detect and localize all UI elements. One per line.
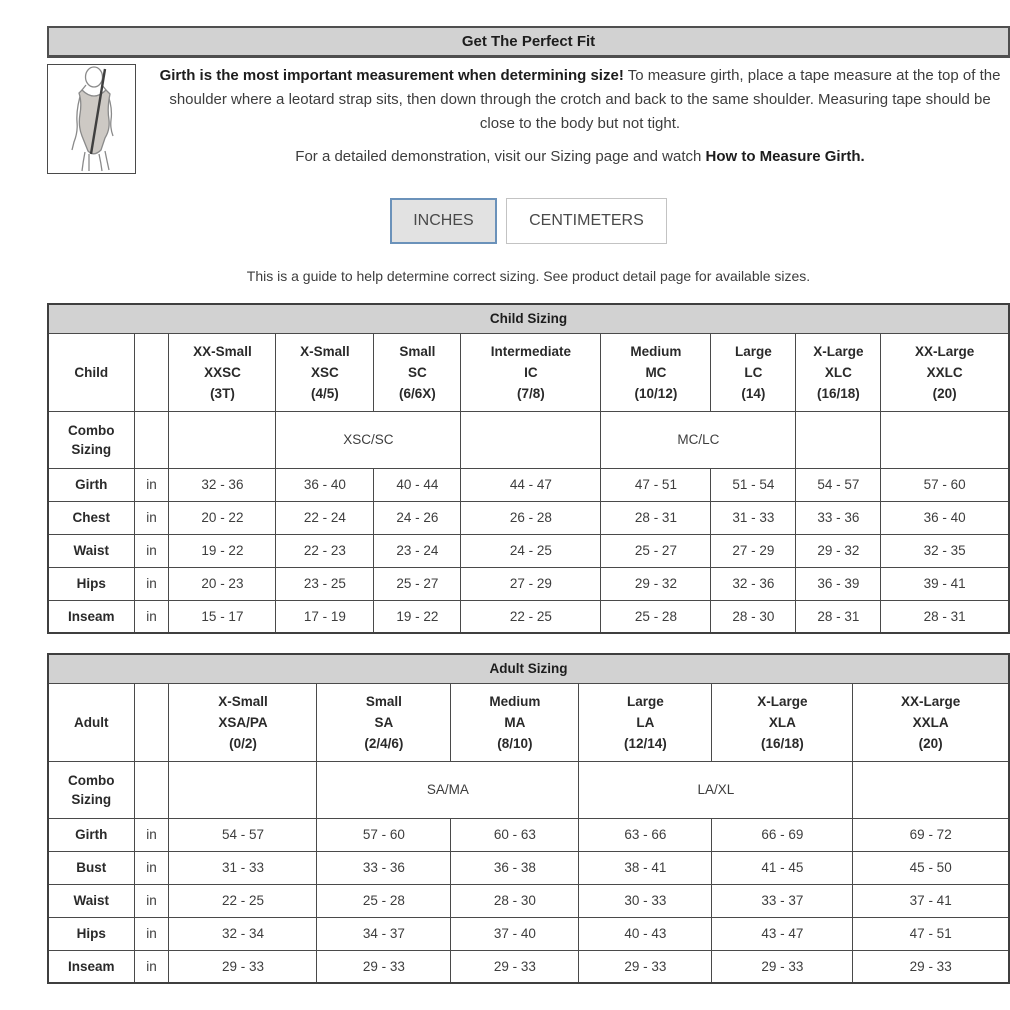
cell: 45 - 50 [853,851,1009,884]
table-row [48,818,1009,851]
size-name: Large [735,343,772,359]
cell: 19 - 22 [169,534,276,567]
size-code: IC [524,364,538,380]
size-range: (6/6X) [399,385,436,401]
cell: 22 - 25 [461,600,601,633]
unit-cell: in [134,600,169,633]
size-range: (3T) [210,385,235,401]
cell: 27 - 29 [461,567,601,600]
cell: 69 - 72 [853,818,1009,851]
column-header [853,683,1009,761]
cell: 31 - 33 [169,851,317,884]
table-row [48,534,1009,567]
size-name: Medium [630,343,682,359]
cell: 29 - 33 [579,950,712,983]
page-title-text: Get The Perfect Fit [461,33,596,50]
table-row [48,600,1009,633]
size-range: (0/2) [229,735,257,751]
size-name: Intermediate [490,343,572,359]
empty-cell [461,411,601,468]
size-name: Small [399,343,436,359]
cell: 63 - 66 [579,818,712,851]
cell: 28 - 31 [881,600,1009,633]
size-name: X-Large [813,343,864,359]
cell: 39 - 41 [881,567,1009,600]
sizing-note: This is a guide to help determine correct sizing. See product detail page for available sizes. [246,268,811,284]
cell: 47 - 51 [853,917,1009,950]
size-range: (14) [741,385,766,401]
cell: 51 - 54 [711,468,796,501]
demo-sentence-bold: How to Measure Girth. [705,148,865,165]
table-row [48,851,1009,884]
cell: 24 - 26 [374,501,461,534]
size-range: (8/10) [497,735,533,751]
column-header [169,333,276,411]
unit-cell: in [134,917,169,950]
cell: 29 - 33 [169,950,317,983]
column-header [579,683,712,761]
cell: 33 - 36 [796,501,881,534]
cell: 25 - 28 [317,884,451,917]
size-code: XXSC [204,364,241,380]
cell: 32 - 36 [711,567,796,600]
girth-instructions-rest: To measure girth, place a tape measure at the top of the shoulder where a leotard strap sits, then down through the crotch and back to the same shoulder. Measuring tape should be close to the body but not tight. [169,67,1001,132]
cell: 37 - 40 [451,917,579,950]
cell: 29 - 33 [451,950,579,983]
cell: 29 - 32 [601,567,711,600]
cell: 25 - 28 [601,600,711,633]
cell: 29 - 33 [317,950,451,983]
cell: 15 - 17 [169,600,276,633]
cell: 33 - 36 [317,851,451,884]
combo-value: XSC/SC [276,411,461,468]
size-code: XSA/PA [218,714,268,730]
cell: 30 - 33 [579,884,712,917]
empty-cell [134,761,169,818]
cell: 27 - 29 [711,534,796,567]
adult-table-title: Adult Sizing [48,654,1009,683]
cell: 22 - 23 [276,534,374,567]
size-code: XLA [768,714,796,730]
size-range: (16/18) [816,385,860,401]
size-range: (4/5) [311,385,339,401]
cell: 31 - 33 [711,501,796,534]
leotard-illustration [47,64,136,174]
cell: 36 - 40 [881,501,1009,534]
adult-header-row [48,683,1009,761]
cell: 34 - 37 [317,917,451,950]
table-row [48,567,1009,600]
cell: 22 - 25 [169,884,317,917]
cell: 23 - 24 [374,534,461,567]
column-header [451,683,579,761]
size-code: XLC [824,364,852,380]
cell: 66 - 69 [712,818,853,851]
cell: 41 - 45 [712,851,853,884]
cell: 57 - 60 [881,468,1009,501]
size-range: (16/18) [761,735,804,751]
cell: 24 - 25 [461,534,601,567]
size-code: SA [374,714,394,730]
child-sizing-table [47,303,1010,634]
cell: 43 - 47 [712,917,853,950]
leotard-shape [79,90,110,154]
leotard-figure-icon [49,66,134,172]
empty-cell [134,411,169,468]
size-range: (7/8) [517,385,545,401]
cell: 36 - 38 [451,851,579,884]
empty-cell [853,761,1009,818]
adult-combo-row [48,761,1009,818]
size-code: XSC [311,364,339,380]
unit-cell: in [134,567,169,600]
empty-cell [881,411,1009,468]
table-row [48,884,1009,917]
cell: 60 - 63 [451,818,579,851]
cell: 25 - 27 [601,534,711,567]
cell: 26 - 28 [461,501,601,534]
cell: 32 - 35 [881,534,1009,567]
measure-label: Inseam [48,600,134,633]
unit-header-cell [134,333,169,411]
size-range: (10/12) [634,385,678,401]
cell: 20 - 23 [169,567,276,600]
girth-instructions [150,64,1010,136]
size-name: Large [627,693,664,709]
cell: 28 - 30 [451,884,579,917]
measure-label: Waist [48,534,134,567]
column-header [461,333,601,411]
size-range: (2/4/6) [364,735,404,751]
size-range: (20) [932,385,957,401]
cell: 47 - 51 [601,468,711,501]
size-code: MC [645,364,667,380]
size-code: XXLA [912,714,949,730]
measure-label: Waist [48,884,134,917]
unit-cell: in [134,818,169,851]
cell: 23 - 25 [276,567,374,600]
cell: 54 - 57 [169,818,317,851]
unit-cell: in [134,950,169,983]
empty-cell [169,761,317,818]
child-table-title: Child Sizing [48,304,1009,333]
cell: 28 - 31 [601,501,711,534]
cell: 28 - 31 [796,600,881,633]
measure-label: Hips [48,567,134,600]
cell: 36 - 39 [796,567,881,600]
combo-value: MC/LC [601,411,796,468]
cell: 29 - 33 [853,950,1009,983]
centimeters-button[interactable]: CENTIMETERS [506,198,667,244]
cell: 33 - 37 [712,884,853,917]
child-row-label: Child [48,333,134,411]
child-combo-row [48,411,1009,468]
column-header [711,333,796,411]
column-header [374,333,461,411]
cell: 57 - 60 [317,818,451,851]
size-range: (20) [918,735,943,751]
size-code: XXLC [926,364,963,380]
table-title-row [48,654,1009,683]
table-title-row [48,304,1009,333]
child-header-row [48,333,1009,411]
combo-value: SA/MA [317,761,579,818]
cell: 37 - 41 [853,884,1009,917]
table-row [48,950,1009,983]
unit-cell: in [134,851,169,884]
table-row [48,468,1009,501]
combo-value: LA/XL [579,761,853,818]
table-row [48,917,1009,950]
measure-label: Girth [48,818,134,851]
cell: 29 - 32 [796,534,881,567]
intro-text-column [136,64,1010,174]
empty-cell [169,411,276,468]
demo-sentence-prefix: For a detailed demonstration, visit our Sizing page and watch [295,148,706,165]
measure-label: Hips [48,917,134,950]
cell: 19 - 22 [374,600,461,633]
column-header [712,683,853,761]
size-code: LC [744,364,763,380]
adult-sizing-table [47,653,1010,984]
cell: 25 - 27 [374,567,461,600]
cell: 38 - 41 [579,851,712,884]
cell: 29 - 33 [712,950,853,983]
cell: 28 - 30 [711,600,796,633]
unit-toggle [47,198,1010,244]
size-code: LA [636,714,655,730]
adult-row-label: Adult [48,683,134,761]
size-code: MA [504,714,526,730]
measure-label: Inseam [48,950,134,983]
size-name: X-Small [300,343,350,359]
cell: 32 - 34 [169,917,317,950]
measure-label: Girth [48,468,134,501]
unit-cell: in [134,884,169,917]
combo-sizing-label: Combo Sizing [48,761,134,818]
cell: 40 - 44 [374,468,461,501]
unit-header-cell [134,683,169,761]
size-name: X-Small [218,693,268,709]
column-header [881,333,1009,411]
size-name: XX-Large [915,343,975,359]
column-header [169,683,317,761]
unit-cell: in [134,501,169,534]
size-name: Medium [489,693,541,709]
demo-sentence [150,148,1010,165]
cell: 54 - 57 [796,468,881,501]
inches-button[interactable]: INCHES [390,198,496,244]
empty-cell [796,411,881,468]
size-code: SC [408,364,427,380]
cell: 22 - 24 [276,501,374,534]
table-row [48,501,1009,534]
unit-cell: in [134,468,169,501]
size-range: (12/14) [624,735,667,751]
size-name: XX-Large [901,693,961,709]
cell: 40 - 43 [579,917,712,950]
combo-sizing-label: Combo Sizing [48,411,134,468]
size-name: X-Large [757,693,808,709]
page-title [47,26,1010,58]
girth-instructions-bold: Girth is the most important measurement when determining size! [159,67,624,84]
size-name: XX-Small [193,343,252,359]
measure-label: Chest [48,501,134,534]
measure-label: Bust [48,851,134,884]
cell: 36 - 40 [276,468,374,501]
cell: 44 - 47 [461,468,601,501]
cell: 17 - 19 [276,600,374,633]
column-header [276,333,374,411]
cell: 20 - 22 [169,501,276,534]
intro-section [47,64,1010,174]
cell: 32 - 36 [169,468,276,501]
column-header [317,683,451,761]
sizing-guide-page [47,26,1010,984]
column-header [601,333,711,411]
column-header [796,333,881,411]
size-name: Small [365,693,402,709]
unit-cell: in [134,534,169,567]
